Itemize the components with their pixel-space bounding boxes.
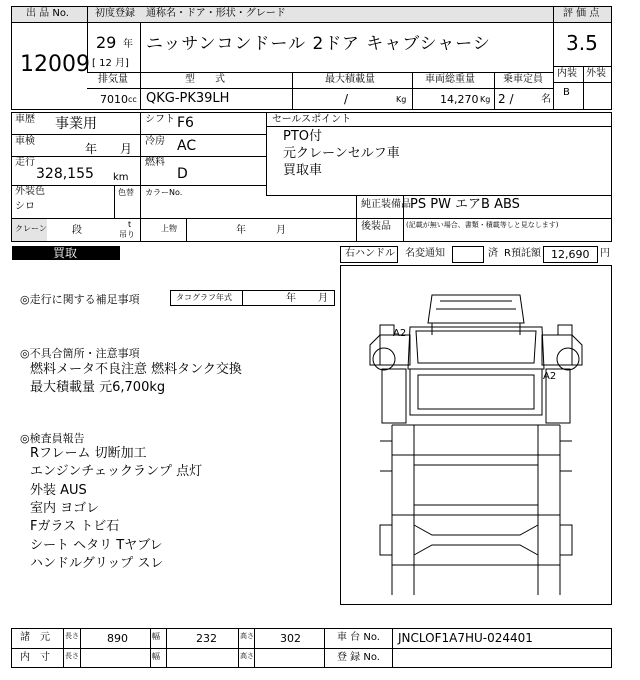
cc-value: 7010: [100, 93, 128, 106]
height-label-inner: 高さ: [240, 652, 254, 660]
maxload-unit: Kg: [396, 95, 407, 104]
maxload-value: /: [344, 92, 349, 106]
evaluation-score: 3.5: [566, 31, 598, 55]
crane-dan: 段: [72, 225, 82, 236]
reg-year-unit: 年: [123, 39, 133, 50]
shift-value: F6: [177, 115, 194, 131]
mileage-unit: km: [113, 172, 129, 183]
fuel-label: 燃料: [145, 157, 165, 168]
vehicle-name-label: 通称名・ドア・形状・グレード: [146, 8, 286, 19]
maxload-label: 最大積載量: [325, 74, 375, 85]
interior-grade: B: [563, 87, 570, 98]
crane-year-unit: 年: [236, 225, 246, 236]
width-value: 232: [196, 632, 217, 645]
first-reg-label: 初度登録: [95, 8, 135, 19]
cc-label: 排気量: [98, 74, 128, 85]
length-label: 長さ: [65, 632, 79, 640]
color-number-label: カラーNo.: [145, 188, 183, 197]
defect-2: 最大積載量 元6,700kg: [30, 380, 166, 395]
chassis-label: 車 台 No.: [337, 632, 380, 643]
aftermarket-note: (記載が無い場合、書類・積載等しと見なします): [406, 221, 559, 229]
gross-value: 14,270: [440, 93, 479, 106]
height-label: 高さ: [240, 632, 254, 640]
color-label: 外装色: [15, 186, 45, 197]
inspector-report-label: ◎検査員報告: [20, 432, 85, 445]
inspection-year-unit: 年: [85, 142, 98, 156]
aircon-label: 冷房: [145, 136, 165, 147]
length-value: 890: [107, 632, 128, 645]
name-change-label: 名変通知: [405, 248, 445, 259]
fuel-value: D: [177, 166, 188, 182]
inner-dim-label: 内 寸: [20, 652, 50, 663]
inspector-note-7: ハンドルグリップ スレ: [30, 556, 164, 571]
mileage-value: 328,155: [36, 166, 94, 182]
model-label: 型 式: [185, 74, 225, 85]
mileage-label: 走行: [15, 157, 35, 168]
tachograph-label: タコグラフ年式: [176, 293, 232, 302]
length-label-inner: 長さ: [65, 652, 79, 660]
grade-label: 評 価 点: [563, 8, 600, 19]
color-value: シロ: [15, 201, 35, 212]
inspector-note-5: Fガラス トビ石: [30, 519, 120, 534]
color-change-label: 色替: [118, 188, 134, 197]
interior-label: 内装: [557, 68, 577, 79]
crane-upper-label: 上物: [161, 224, 177, 233]
capacity-unit: 名: [541, 94, 551, 105]
history-value: 事業用: [55, 116, 97, 132]
equipment-value: PS PW エアB ABS: [410, 197, 520, 212]
recycle-label: R預託額: [504, 248, 541, 259]
history-label: 車歴: [15, 114, 35, 125]
inspector-note-2: エンジンチェックランプ 点灯: [30, 464, 203, 479]
crane-t: t: [128, 220, 132, 229]
sales-point-1: PTO付: [283, 129, 323, 144]
gross-label: 車両総重量: [425, 74, 475, 85]
vehicle-name: ニッサンコンドール 2ドア キャブシャーシ: [146, 34, 491, 54]
reg-month: [ 12 月]: [92, 58, 129, 69]
tachograph-year: 年: [286, 293, 296, 304]
crane-label: クレーン: [15, 224, 47, 233]
chassis-value: JNCLOF1A7HU-024401: [398, 631, 533, 645]
reg-year: 29: [96, 33, 117, 52]
shift-label: シフト: [145, 114, 175, 125]
recycle-unit: 円: [600, 248, 610, 259]
defect-1: 燃料メータ不良注意 燃料タンク交換: [30, 362, 242, 377]
aftermarket-label: 後装品: [361, 221, 391, 232]
gross-unit: Kg: [480, 95, 491, 104]
lot-label: 出 品 No.: [26, 8, 69, 19]
sales-point-3: 買取車: [283, 163, 323, 178]
cc-unit: cc: [128, 95, 137, 104]
exterior-label: 外装: [586, 68, 606, 79]
capacity-value: 2 /: [498, 92, 514, 106]
defects-label: ◎不具合箇所・注意事項: [20, 347, 140, 360]
inspector-note-3: 外装 AUS: [30, 483, 87, 498]
aircon-value: AC: [177, 138, 197, 154]
right-handle-label: 右ハンドル: [345, 248, 395, 259]
truck-diagram: [340, 265, 612, 605]
inspector-note-6: シート ヘタリ Tヤブレ: [30, 538, 163, 553]
inspection-label: 車検: [15, 136, 35, 147]
inspector-note-4: 室内 ヨゴレ: [30, 501, 100, 516]
damage-mark-1: A2: [393, 328, 407, 339]
width-label-inner: 幅: [152, 652, 160, 661]
recycle-value: 12,690: [551, 248, 590, 261]
tachograph-month: 月: [318, 293, 328, 304]
tax-label: 済: [488, 248, 498, 259]
capacity-label: 乗車定員: [503, 74, 543, 85]
sales-point-2: 元クレーンセルフ車: [283, 146, 400, 161]
equipment-label: 純正装備品: [361, 199, 411, 210]
inspector-note-1: Rフレーム 切断加工: [30, 446, 147, 461]
buy-banner-text: 買取: [53, 246, 78, 260]
running-notes-label: ◎走行に関する補足事項: [20, 293, 140, 306]
crane-month-unit: 月: [276, 225, 286, 236]
lot-number: 12009: [20, 52, 90, 77]
sales-points-label: セールスポイント: [272, 114, 352, 125]
crane-tsuri: 吊り: [119, 230, 135, 239]
width-label: 幅: [152, 632, 160, 641]
inspection-month-unit: 月: [120, 142, 133, 156]
specs-label: 諸 元: [20, 632, 50, 643]
model-value: QKG-PK39LH: [146, 91, 230, 106]
registration-label: 登 録 No.: [337, 652, 380, 663]
height-value: 302: [280, 632, 301, 645]
damage-mark-2: A2: [543, 371, 557, 382]
